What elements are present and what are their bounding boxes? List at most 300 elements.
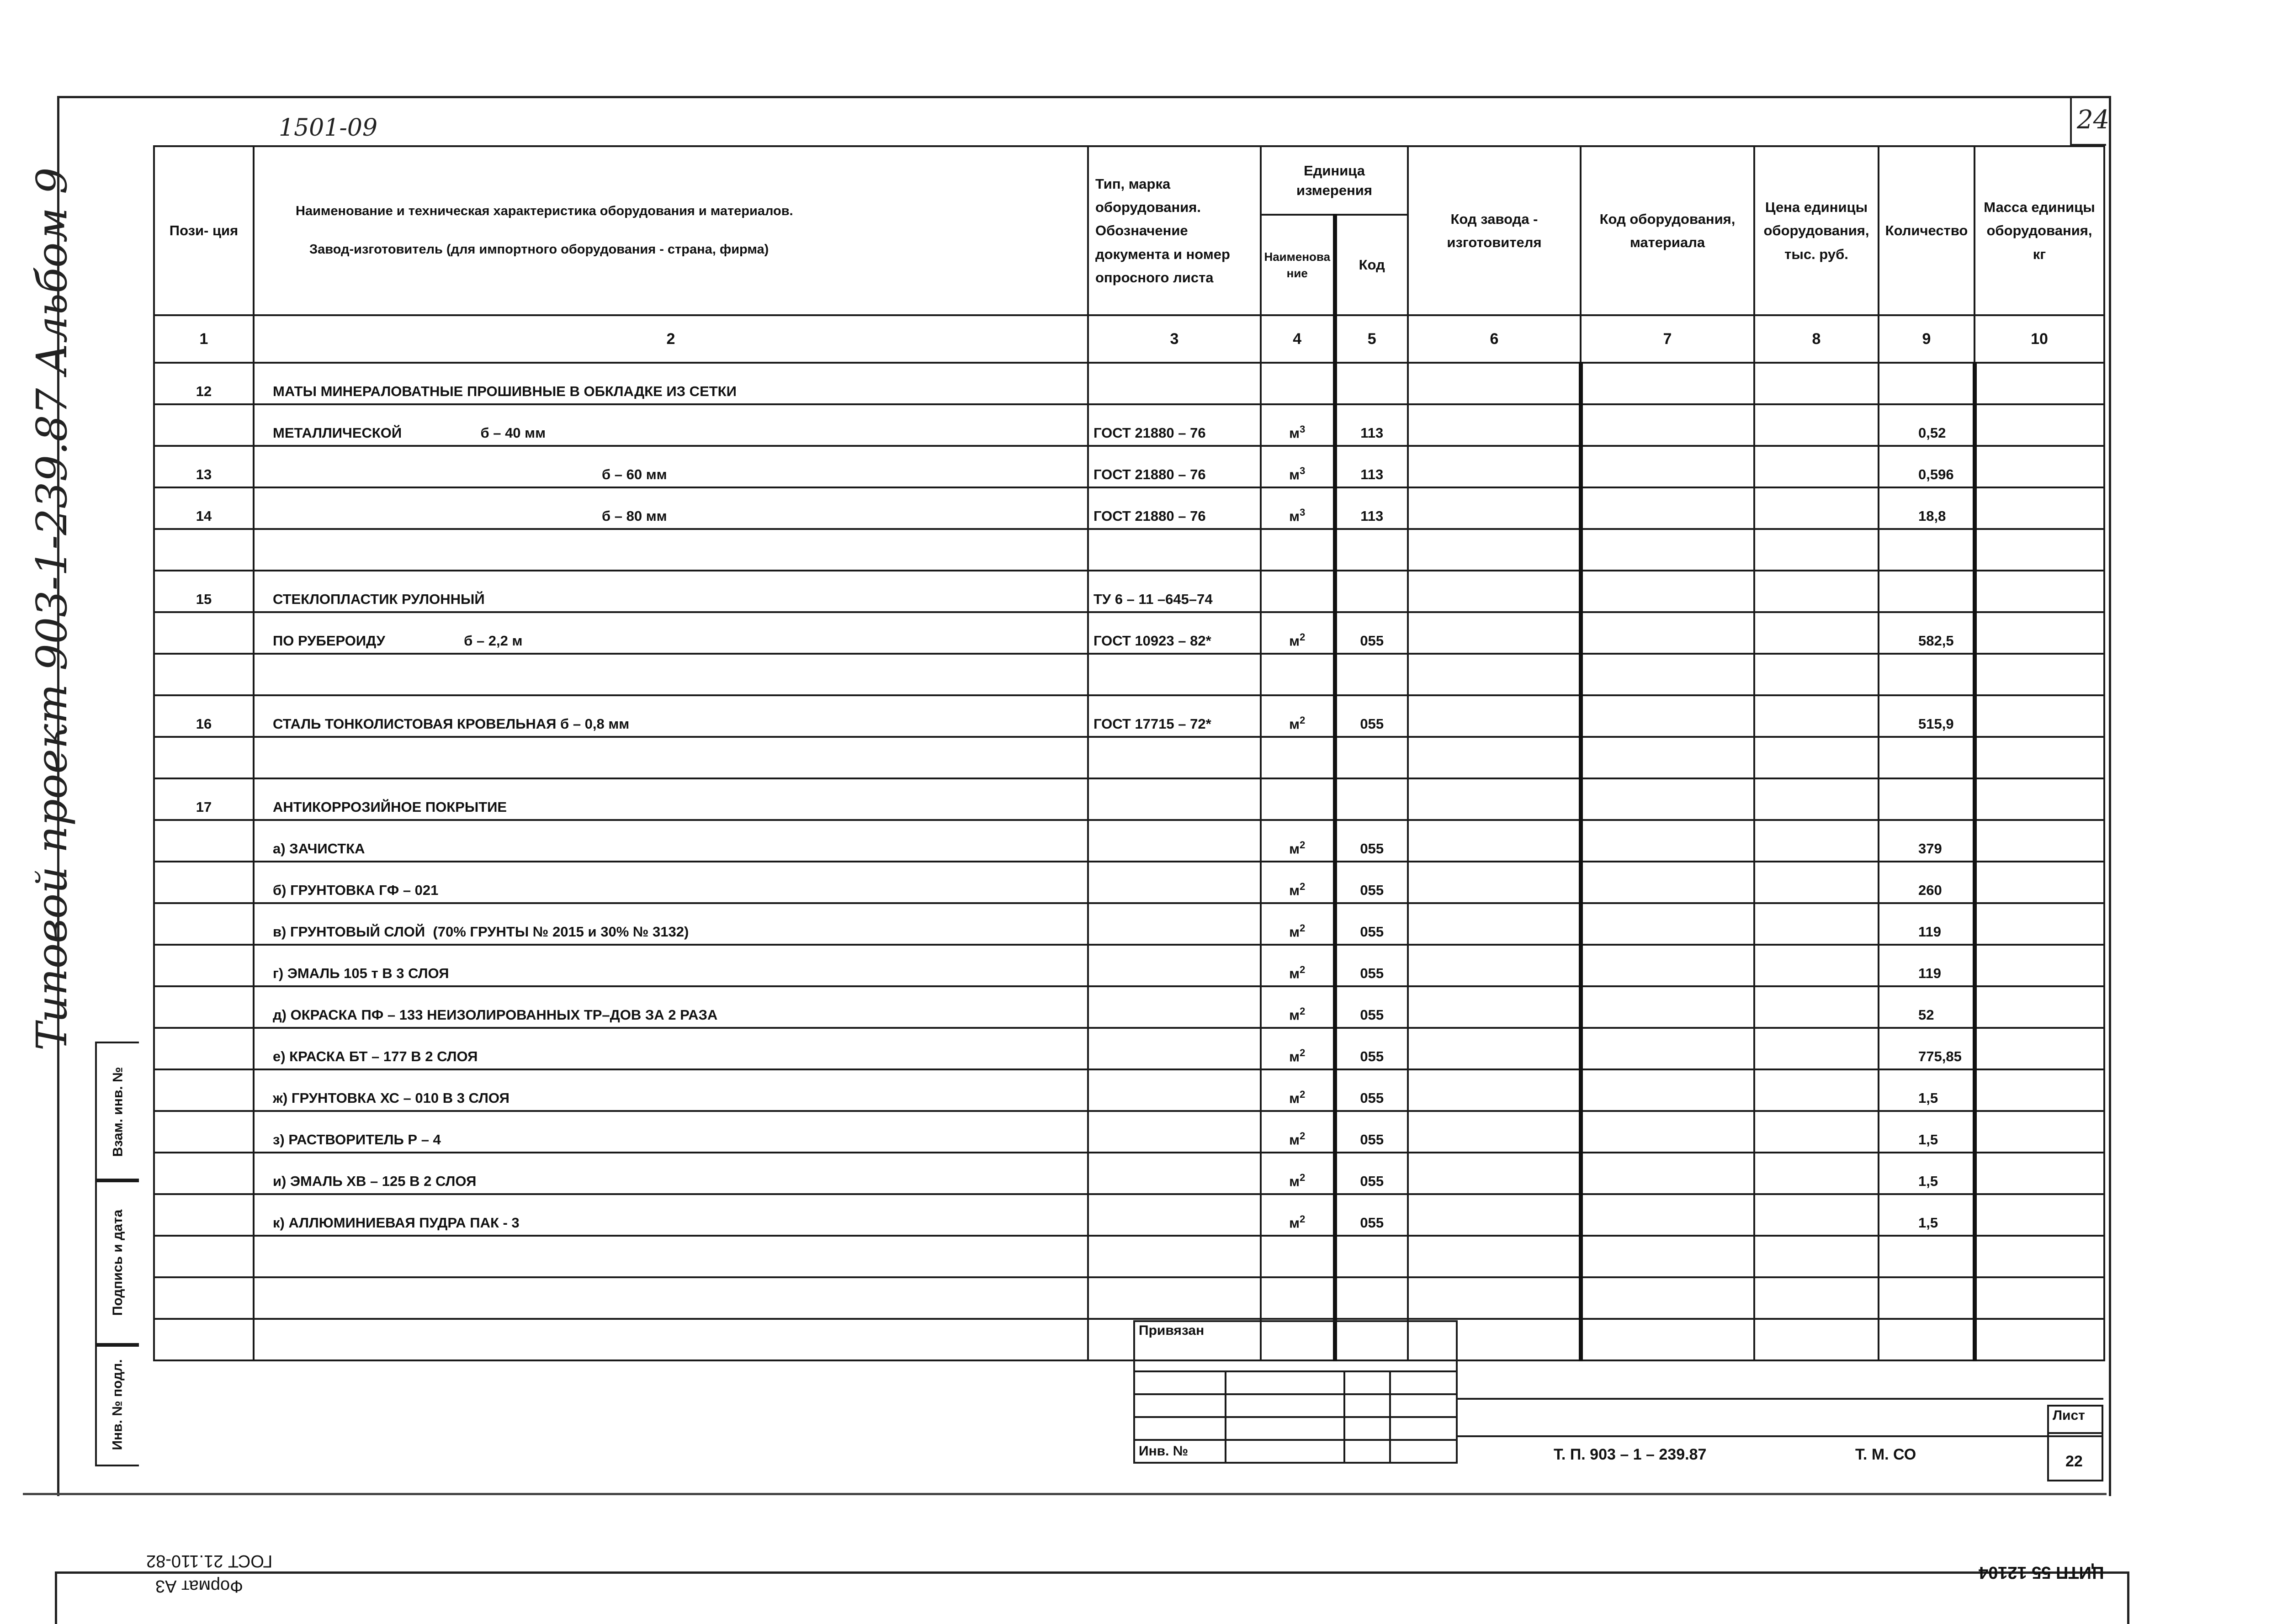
row-quantity: 18,8 (1879, 487, 1974, 529)
row-document (1088, 654, 1261, 695)
header-name-line2: Завод-изготовитель (для импортного оборудования - страна, фирма) (309, 242, 769, 257)
row-quantity: 119 (1879, 945, 1974, 986)
row-position (154, 404, 254, 446)
row-mass (1974, 1153, 2104, 1194)
row-mass (1974, 487, 2104, 529)
row-unit-exponent: 3 (1300, 506, 1306, 518)
row-document: ГОСТ 21880 – 76 (1088, 487, 1261, 529)
row-mass (1974, 571, 2104, 612)
row-price (1754, 487, 1879, 529)
row-unit-text: м (1289, 466, 1300, 482)
row-price (1754, 571, 1879, 612)
row-material-code (1581, 986, 1754, 1028)
row-mass (1974, 1319, 2104, 1360)
row-quantity (1879, 654, 1974, 695)
row-unit-text: м (1289, 1007, 1300, 1023)
row-manufacturer-code (1408, 571, 1581, 612)
row-position: 17 (154, 778, 254, 820)
row-unit-exponent: 2 (1300, 922, 1306, 934)
row-material-code (1581, 1194, 1754, 1236)
row-code (1335, 529, 1408, 571)
row-manufacturer-code (1408, 487, 1581, 529)
table-row (154, 945, 2104, 986)
row-manufacturer-code (1408, 1277, 1581, 1319)
row-price (1754, 1194, 1879, 1236)
table-row (154, 363, 2104, 404)
row-material-code (1581, 1153, 1754, 1194)
row-name: б – 60 мм (254, 446, 1088, 487)
row-material-code (1581, 487, 1754, 529)
stamp-line (1458, 1398, 2103, 1400)
row-price (1754, 1319, 1879, 1360)
row-material-code (1581, 446, 1754, 487)
row-manufacturer-code (1408, 903, 1581, 945)
row-name (254, 1236, 1088, 1277)
row-document: ГОСТ 21880 – 76 (1088, 446, 1261, 487)
row-price (1754, 695, 1879, 737)
header-unit-code: Код (1335, 215, 1408, 315)
row-unit (1261, 695, 1335, 737)
row-document (1088, 862, 1261, 903)
row-position (154, 612, 254, 654)
row-code (1335, 571, 1408, 612)
row-unit-text: м (1289, 1090, 1300, 1106)
row-name: б – 80 мм (254, 487, 1088, 529)
column-number-4: 4 (1261, 315, 1335, 363)
row-name: ПО РУБЕРОИДУ б – 2,2 м (254, 612, 1088, 654)
row-material-code (1581, 1111, 1754, 1153)
row-position: 13 (154, 446, 254, 487)
row-manufacturer-code (1408, 446, 1581, 487)
row-position (154, 1028, 254, 1069)
row-material-code (1581, 363, 1754, 404)
row-mass (1974, 612, 2104, 654)
footer-print: ЦИТП 55 12104 (1979, 1563, 2104, 1582)
row-manufacturer-code (1408, 1153, 1581, 1194)
column-number-7: 7 (1581, 315, 1754, 363)
row-quantity: 582,5 (1879, 612, 1974, 654)
row-code: 113 (1335, 487, 1408, 529)
row-unit (1261, 1277, 1335, 1319)
row-unit (1261, 903, 1335, 945)
row-unit-text: м (1289, 508, 1300, 524)
row-name (254, 654, 1088, 695)
row-unit (1261, 612, 1335, 654)
row-unit-exponent: 3 (1300, 465, 1306, 476)
row-unit-text: м (1289, 924, 1300, 940)
row-price (1754, 862, 1879, 903)
footer-gost: ГОСТ 21.110-82 (146, 1551, 273, 1571)
row-unit-exponent: 2 (1300, 1130, 1306, 1142)
row-code: 055 (1335, 986, 1408, 1028)
row-name: МАТЫ МИНЕРАЛОВАТНЫЕ ПРОШИВНЫЕ В ОБКЛАДКЕ ИЗ СЕТКИ (254, 363, 1088, 404)
row-mass (1974, 529, 2104, 571)
stamp-doc-mark: Т. М. СО (1855, 1446, 1916, 1463)
row-unit (1261, 986, 1335, 1028)
row-document (1088, 1069, 1261, 1111)
row-material-code (1581, 1319, 1754, 1360)
stamp-bottom-line (1458, 1435, 2103, 1437)
binding-stamp (1133, 1320, 1458, 1464)
row-quantity: 1,5 (1879, 1194, 1974, 1236)
row-position (154, 903, 254, 945)
row-quantity: 379 (1879, 820, 1974, 862)
row-document (1088, 986, 1261, 1028)
row-material-code (1581, 571, 1754, 612)
row-code: 055 (1335, 695, 1408, 737)
row-unit (1261, 1194, 1335, 1236)
side-stamp-inv-podl-label: Инв. № подл. (110, 1359, 125, 1450)
sheet-number: 22 (2065, 1453, 2083, 1470)
row-mass (1974, 945, 2104, 986)
row-position (154, 986, 254, 1028)
top-reference: 1501-09 (279, 114, 378, 142)
row-material-code (1581, 820, 1754, 862)
specification-table (153, 145, 2105, 1361)
row-quantity (1879, 737, 1974, 778)
header-manufacturer-code: Код завода - изготовителя (1408, 146, 1581, 315)
bottom-frame (55, 1571, 2129, 1624)
row-unit (1261, 862, 1335, 903)
row-quantity (1879, 571, 1974, 612)
row-code (1335, 654, 1408, 695)
table-row (154, 1069, 2104, 1111)
side-stamp-inv-podl (95, 1343, 139, 1466)
table-row (154, 487, 2104, 529)
table-row (154, 612, 2104, 654)
row-price (1754, 446, 1879, 487)
row-quantity: 775,85 (1879, 1028, 1974, 1069)
row-unit-exponent: 2 (1300, 839, 1306, 851)
table-row (154, 654, 2104, 695)
header-mass: Масса единицы оборудования, кг (1974, 146, 2104, 315)
row-name: а) ЗАЧИСТКА (254, 820, 1088, 862)
footer-format: Формат А3 (155, 1576, 244, 1596)
row-manufacturer-code (1408, 1069, 1581, 1111)
table-row (154, 1153, 2104, 1194)
row-name: МЕТАЛЛИЧЕСКОЙ б – 40 мм (254, 404, 1088, 446)
row-mass (1974, 446, 2104, 487)
row-unit (1261, 945, 1335, 986)
row-quantity (1879, 529, 1974, 571)
row-manufacturer-code (1408, 945, 1581, 986)
row-name (254, 1277, 1088, 1319)
row-position (154, 1069, 254, 1111)
column-number-10: 10 (1974, 315, 2104, 363)
row-position: 12 (154, 363, 254, 404)
row-code: 055 (1335, 1069, 1408, 1111)
row-unit-exponent: 2 (1300, 1047, 1306, 1058)
table-row (154, 404, 2104, 446)
row-quantity: 119 (1879, 903, 1974, 945)
row-manufacturer-code (1408, 529, 1581, 571)
row-manufacturer-code (1408, 1236, 1581, 1277)
row-unit-exponent: 2 (1300, 963, 1306, 975)
row-unit-text: м (1289, 633, 1300, 649)
row-document (1088, 529, 1261, 571)
row-manufacturer-code (1408, 820, 1581, 862)
header-name (254, 146, 1088, 315)
row-position (154, 820, 254, 862)
row-quantity: 0,596 (1879, 446, 1974, 487)
row-unit-exponent: 2 (1300, 1171, 1306, 1183)
row-mass (1974, 1028, 2104, 1069)
row-mass (1974, 778, 2104, 820)
row-position (154, 737, 254, 778)
row-name: в) ГРУНТОВЫЙ СЛОЙ (70% ГРУНТЫ № 2015 и 30% № 3132) (254, 903, 1088, 945)
row-unit-exponent: 2 (1300, 1088, 1306, 1100)
table-row (154, 1111, 2104, 1153)
row-quantity (1879, 778, 1974, 820)
row-position (154, 945, 254, 986)
column-number-5: 5 (1335, 315, 1408, 363)
row-material-code (1581, 862, 1754, 903)
table-row (154, 1236, 2104, 1277)
row-code: 113 (1335, 404, 1408, 446)
row-document (1088, 1194, 1261, 1236)
column-number-3: 3 (1088, 315, 1261, 363)
column-number-row (154, 315, 2104, 363)
table-row (154, 446, 2104, 487)
row-manufacturer-code (1408, 986, 1581, 1028)
row-material-code (1581, 1277, 1754, 1319)
row-price (1754, 986, 1879, 1028)
row-mass (1974, 986, 2104, 1028)
row-code (1335, 1236, 1408, 1277)
row-document: ГОСТ 10923 – 82* (1088, 612, 1261, 654)
row-price (1754, 1028, 1879, 1069)
row-material-code (1581, 612, 1754, 654)
row-unit-exponent: 3 (1300, 423, 1306, 435)
table-row (154, 1028, 2104, 1069)
row-document (1088, 903, 1261, 945)
row-material-code (1581, 404, 1754, 446)
column-number-2: 2 (254, 315, 1088, 363)
table-row (154, 862, 2104, 903)
row-name: к) АЛЛЮМИНИЕВАЯ ПУДРА ПАК - 3 (254, 1194, 1088, 1236)
row-price (1754, 404, 1879, 446)
header-material-code: Код оборудования, материала (1581, 146, 1754, 315)
table-body (154, 363, 2104, 1360)
row-position (154, 1111, 254, 1153)
row-document (1088, 1153, 1261, 1194)
row-unit-text: м (1289, 1132, 1300, 1148)
row-document: ТУ 6 – 11 –645–74 (1088, 571, 1261, 612)
row-position (154, 1153, 254, 1194)
row-material-code (1581, 529, 1754, 571)
table-row (154, 737, 2104, 778)
stamp-inv-no: Инв. № (1134, 1440, 1226, 1463)
row-manufacturer-code (1408, 612, 1581, 654)
row-quantity: 1,5 (1879, 1111, 1974, 1153)
row-material-code (1581, 1028, 1754, 1069)
row-manufacturer-code (1408, 1111, 1581, 1153)
row-code: 113 (1335, 446, 1408, 487)
row-material-code (1581, 945, 1754, 986)
row-unit (1261, 1069, 1335, 1111)
row-unit (1261, 1236, 1335, 1277)
column-number-1: 1 (154, 315, 254, 363)
row-price (1754, 1111, 1879, 1153)
header-price: Цена единицы оборудования, тыс. руб. (1754, 146, 1879, 315)
row-position (154, 529, 254, 571)
row-manufacturer-code (1408, 654, 1581, 695)
row-manufacturer-code (1408, 363, 1581, 404)
row-name (254, 529, 1088, 571)
row-mass (1974, 1194, 2104, 1236)
row-material-code (1581, 903, 1754, 945)
row-document (1088, 363, 1261, 404)
row-unit-exponent: 2 (1300, 631, 1306, 643)
column-number-8: 8 (1754, 315, 1879, 363)
row-quantity: 1,5 (1879, 1069, 1974, 1111)
row-name: б) ГРУНТОВКА ГФ – 021 (254, 862, 1088, 903)
row-mass (1974, 903, 2104, 945)
sheet-label: Лист (2053, 1408, 2085, 1423)
side-stamp-signature (95, 1179, 139, 1347)
table-row (154, 903, 2104, 945)
row-name: СТЕКЛОПЛАСТИК РУЛОННЫЙ (254, 571, 1088, 612)
row-document (1088, 1236, 1261, 1277)
row-unit-exponent: 2 (1300, 1005, 1306, 1017)
row-unit (1261, 487, 1335, 529)
row-unit-text: м (1289, 425, 1300, 441)
row-position (154, 862, 254, 903)
row-price (1754, 778, 1879, 820)
row-material-code (1581, 1069, 1754, 1111)
row-quantity: 52 (1879, 986, 1974, 1028)
row-document (1088, 737, 1261, 778)
frame-bottom-line (23, 1493, 2107, 1495)
row-code: 055 (1335, 903, 1408, 945)
header-unit-group: Единица измерения (1261, 146, 1408, 215)
row-document (1088, 778, 1261, 820)
row-price (1754, 820, 1879, 862)
corner-number: 24 (2077, 105, 2110, 135)
row-unit (1261, 1028, 1335, 1069)
row-position (154, 1277, 254, 1319)
row-unit (1261, 654, 1335, 695)
column-number-9: 9 (1879, 315, 1974, 363)
row-manufacturer-code (1408, 404, 1581, 446)
row-unit (1261, 363, 1335, 404)
row-code: 055 (1335, 612, 1408, 654)
sheet-box-divider (2047, 1432, 2103, 1434)
row-quantity: 515,9 (1879, 695, 1974, 737)
row-name: ж) ГРУНТОВКА ХС – 010 В 3 СЛОЯ (254, 1069, 1088, 1111)
row-material-code (1581, 737, 1754, 778)
row-document: ГОСТ 21880 – 76 (1088, 404, 1261, 446)
row-price (1754, 363, 1879, 404)
row-manufacturer-code (1408, 778, 1581, 820)
row-quantity (1879, 1236, 1974, 1277)
row-manufacturer-code (1408, 1194, 1581, 1236)
row-unit-text: м (1289, 1048, 1300, 1064)
row-name: СТАЛЬ ТОНКОЛИСТОВАЯ КРОВЕЛЬНАЯ б – 0,8 мм (254, 695, 1088, 737)
row-document (1088, 1277, 1261, 1319)
row-mass (1974, 404, 2104, 446)
row-name: АНТИКОРРОЗИЙНОЕ ПОКРЫТИЕ (254, 778, 1088, 820)
row-name: г) ЭМАЛЬ 105 т В 3 СЛОЯ (254, 945, 1088, 986)
row-unit-text: м (1289, 841, 1300, 857)
row-document (1088, 1028, 1261, 1069)
row-position (154, 1194, 254, 1236)
row-name: е) КРАСКА БТ – 177 В 2 СЛОЯ (254, 1028, 1088, 1069)
row-name: и) ЭМАЛЬ ХВ – 125 В 2 СЛОЯ (254, 1153, 1088, 1194)
row-unit-exponent: 2 (1300, 714, 1306, 726)
row-document (1088, 820, 1261, 862)
row-price (1754, 612, 1879, 654)
row-mass (1974, 862, 2104, 903)
row-code: 055 (1335, 1194, 1408, 1236)
row-material-code (1581, 654, 1754, 695)
header-quantity: Количество (1879, 146, 1974, 315)
row-mass (1974, 1069, 2104, 1111)
side-stamp-signature-label: Подпись и дата (110, 1209, 126, 1316)
table-row (154, 1277, 2104, 1319)
row-name (254, 1319, 1088, 1360)
row-mass (1974, 363, 2104, 404)
row-price (1754, 737, 1879, 778)
row-unit (1261, 1111, 1335, 1153)
side-stamp-inv-label: Взам. инв. № (110, 1067, 126, 1157)
row-quantity: 0,52 (1879, 404, 1974, 446)
row-code: 055 (1335, 1028, 1408, 1069)
row-unit-text: м (1289, 1173, 1300, 1189)
row-name (254, 737, 1088, 778)
table-row (154, 986, 2104, 1028)
stamp-bound: Привязан (1134, 1321, 1457, 1371)
row-document (1088, 1111, 1261, 1153)
row-material-code (1581, 778, 1754, 820)
row-manufacturer-code (1408, 1028, 1581, 1069)
side-stamp-inv (95, 1042, 139, 1182)
row-code (1335, 1277, 1408, 1319)
stamp-project-code: Т. П. 903 – 1 – 239.87 (1554, 1446, 1707, 1463)
row-unit-text: м (1289, 1215, 1300, 1231)
row-mass (1974, 695, 2104, 737)
row-position (154, 654, 254, 695)
row-quantity (1879, 363, 1974, 404)
table-row (154, 820, 2104, 862)
row-unit-exponent: 2 (1300, 1213, 1306, 1225)
row-unit (1261, 737, 1335, 778)
row-price (1754, 1236, 1879, 1277)
row-document: ГОСТ 17715 – 72* (1088, 695, 1261, 737)
row-price (1754, 654, 1879, 695)
row-unit (1261, 571, 1335, 612)
row-unit (1261, 778, 1335, 820)
row-position (154, 1319, 254, 1360)
header-position: Пози- ция (154, 146, 254, 315)
row-quantity: 260 (1879, 862, 1974, 903)
row-code: 055 (1335, 1111, 1408, 1153)
row-quantity (1879, 1319, 1974, 1360)
row-unit-text: м (1289, 965, 1300, 981)
table-row (154, 571, 2104, 612)
row-code (1335, 737, 1408, 778)
row-unit (1261, 1153, 1335, 1194)
row-unit (1261, 404, 1335, 446)
header-unit-name: Наименование (1261, 215, 1335, 315)
row-mass (1974, 1111, 2104, 1153)
row-quantity (1879, 1277, 1974, 1319)
header-name-line1: Наименование и техническая характеристика оборудования и материалов. (296, 204, 793, 219)
row-price (1754, 1153, 1879, 1194)
row-manufacturer-code (1408, 862, 1581, 903)
column-number-6: 6 (1408, 315, 1581, 363)
row-price (1754, 903, 1879, 945)
